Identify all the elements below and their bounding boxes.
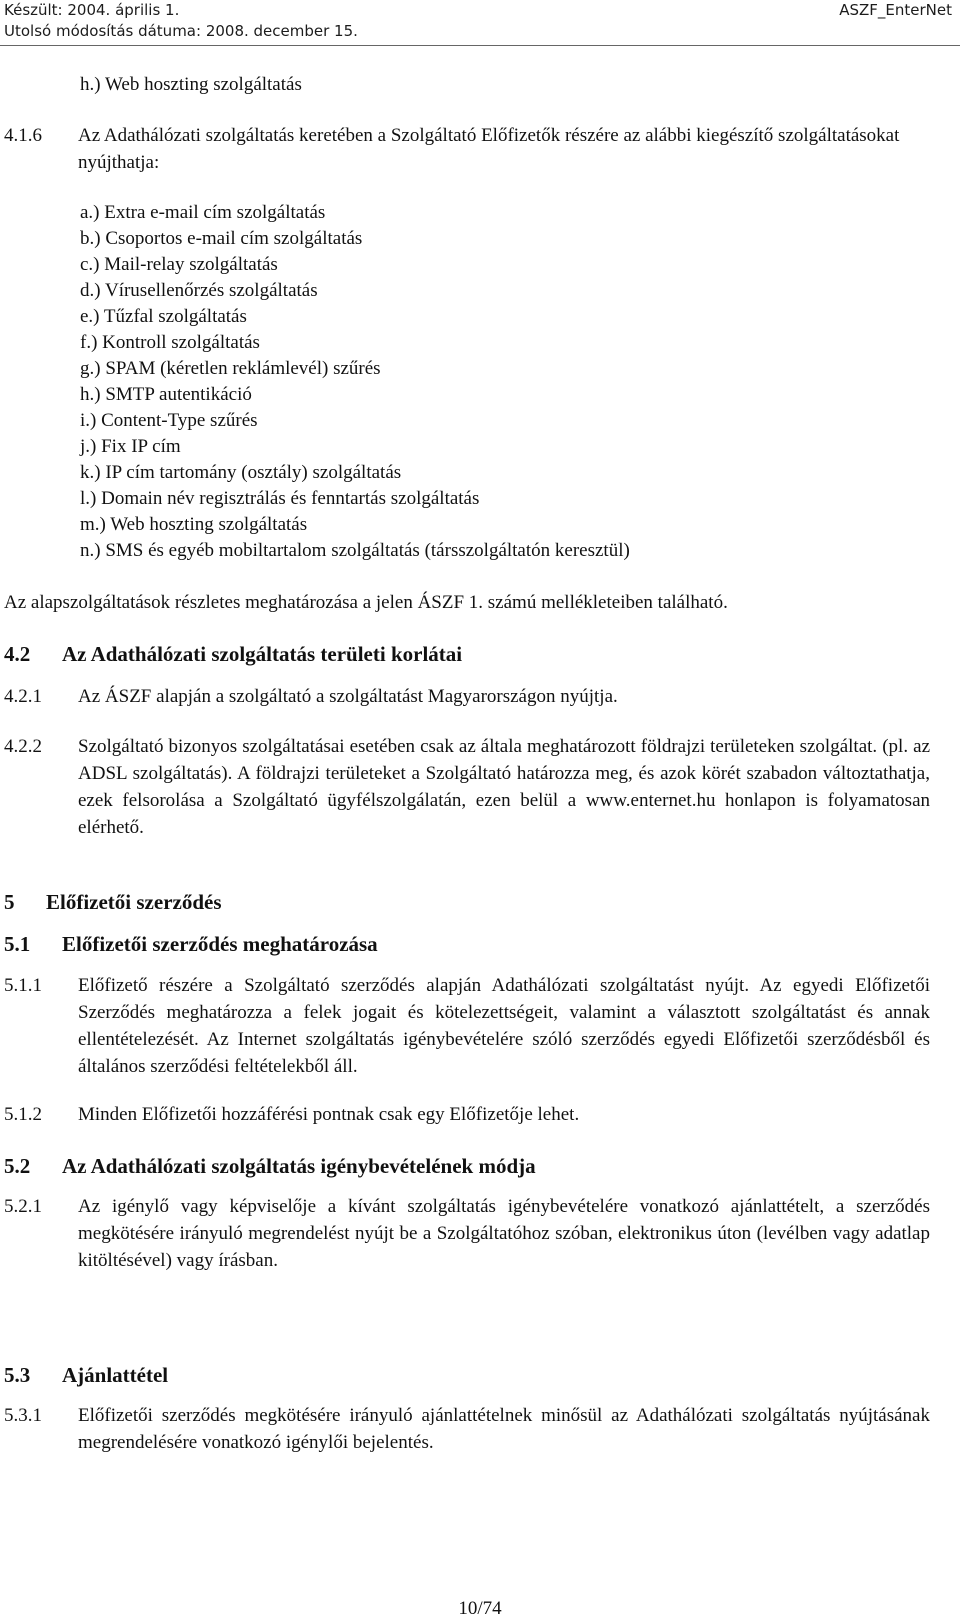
heading-number: 5.1 (4, 932, 31, 956)
list-item: a.) Extra e-mail cím szolgáltatás (80, 202, 326, 223)
section-text: Előfizetői szerződés megkötésére irányuló ajánlattételnek minősül az Adathálózati szolgáltatás nyújtásának megrendelésére vonatkozó igénylői bejelentés. (78, 1405, 930, 1453)
section-text: Az ÁSZF alapján a szolgáltató a szolgáltatást Magyarországon nyújtja. (78, 686, 618, 707)
heading-number: 5.3 (4, 1363, 31, 1387)
page-header (0, 0, 960, 44)
modified-date: Utolsó módosítás dátuma: 2008. december 15. (4, 22, 358, 40)
section-text: Minden Előfizetői hozzáférési pontnak csak egy Előfizetője lehet. (78, 1104, 580, 1125)
list-item: k.) IP cím tartomány (osztály) szolgáltatás (80, 462, 402, 483)
section-heading: Az Adathálózati szolgáltatás területi korlátai (62, 642, 463, 666)
page-number: 10/74 (458, 1598, 502, 1619)
list-item: d.) Vírusellenőrzés szolgáltatás (80, 280, 318, 301)
list-item: i.) Content-Type szűrés (80, 410, 258, 431)
document-id: ASZF_EnterNet (839, 1, 952, 19)
section-number: 4.2.1 (4, 686, 42, 707)
section-heading: Az Adathálózati szolgáltatás igénybevételének módja (62, 1154, 536, 1178)
list-item: f.) Kontroll szolgáltatás (80, 332, 260, 353)
section-number: 4.1.6 (4, 125, 42, 146)
list-item: b.) Csoportos e-mail cím szolgáltatás (80, 228, 363, 249)
section-text: Szolgáltató bizonyos szolgáltatásai esetében csak az általa meghatározott földrajzi területeken szolgáltat. (pl. az ADSL szolgáltatás). A földrajzi területeket a Szolgáltató határozza meg, és azok körét szabadon változtathatja, ezek felsorolása a Szolgáltató ügyfélszolgálatán, ezen belül a www.enternet.hu honlapon is folyamatosan elérhető. (78, 736, 930, 838)
list-item: j.) Fix IP cím (80, 436, 181, 457)
section-text: Előfizető részére a Szolgáltató szerződés alapján Adathálózati szolgáltatást nyújt. Az egyedi Előfizetői Szerződés meghatározza a felek jogait és kötelezettségeit, valamint a választott szolgáltatást és annak ellentételezését. Az Internet szolgáltatás igénybevételére szóló szerződés egyedi Előfizetői szerződésből és általános szerződési feltételekből áll. (78, 975, 930, 1077)
chapter-heading: Előfizetői szerződés (46, 890, 222, 914)
heading-number: 5.2 (4, 1154, 31, 1178)
list-item: l.) Domain név regisztrálás és fenntartás szolgáltatás (80, 488, 480, 509)
list-item: m.) Web hoszting szolgáltatás (80, 514, 308, 535)
heading-number: 4.2 (4, 642, 31, 666)
list-item: n.) SMS és egyéb mobiltartalom szolgáltatás (társszolgáltatón keresztül) (80, 540, 630, 561)
section-number: 4.2.2 (4, 736, 42, 757)
list-item: h.) SMTP autentikáció (80, 384, 252, 405)
created-date: Készült: 2004. április 1. (4, 1, 180, 19)
heading-number: 5 (4, 890, 15, 914)
list-item: c.) Mail-relay szolgáltatás (80, 254, 278, 275)
header-divider (0, 45, 960, 46)
section-number: 5.3.1 (4, 1405, 42, 1426)
section-text: Az igénylő vagy képviselője a kívánt szolgáltatás igénybevételére vonatkozó ajánlattételt, a szerződés megkötésére irányuló megrendelést nyújt be a Szolgáltatóhoz szóban, elektronikus úton (levélben vagy adatlap kitöltésével) vagy írásban. (78, 1196, 930, 1271)
section-heading: Ajánlattétel (62, 1363, 169, 1387)
list-item: h.) Web hoszting szolgáltatás (80, 74, 302, 95)
section-number: 5.2.1 (4, 1196, 42, 1217)
section-number: 5.1.1 (4, 975, 42, 996)
list-item: g.) SPAM (kéretlen reklámlevél) szűrés (80, 358, 381, 379)
basic-services-note: Az alapszolgáltatások részletes meghatározása a jelen ÁSZF 1. számú mellékleteiben található. (4, 592, 728, 613)
section-number: 5.1.2 (4, 1104, 42, 1125)
section-text: Az Adathálózati szolgáltatás keretében a Szolgáltató Előfizetők részére az alábbi kiegészítő szolgáltatásokat nyújthatja: (78, 125, 900, 173)
section-heading: Előfizetői szerződés meghatározása (62, 932, 378, 956)
list-item: e.) Tűzfal szolgáltatás (80, 306, 247, 327)
